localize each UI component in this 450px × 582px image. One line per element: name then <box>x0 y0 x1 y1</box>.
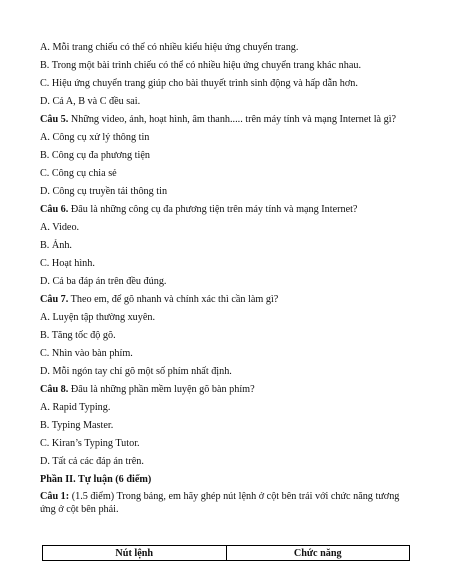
q5-label: Câu 5. <box>40 114 69 125</box>
q7-option-a: A. Luyện tập thường xuyên. <box>40 312 156 323</box>
q5-option-d: D. Công cụ truyền tải thông tin <box>40 186 168 197</box>
q6-option-c: C. Hoạt hình. <box>40 258 95 269</box>
q4-option-b: B. Trong một bài trình chiếu có thể có nhiều hiệu ứng chuyển trang khác nhau. <box>40 60 361 71</box>
essay-q1-label: Câu 1: <box>40 491 70 502</box>
q6-option-b: B. Ảnh. <box>40 240 72 251</box>
table-header-row <box>43 546 410 561</box>
q8-question <box>40 383 420 396</box>
q6-question <box>40 203 420 216</box>
q4-option-d: D. Cả A, B và C đều sai. <box>40 96 141 107</box>
part2-heading <box>40 473 420 486</box>
matching-table <box>42 545 410 561</box>
q7-option-d: D. Mỗi ngón tay chỉ gõ một số phím nhất định. <box>40 366 232 377</box>
q4-option-a: A. Mỗi trang chiếu có thể có nhiều kiểu hiệu ứng chuyển trang. <box>40 42 299 53</box>
q8-text: Đâu là những phần mềm luyện gõ bàn phím? <box>68 384 255 395</box>
q8-option-d: D. Tất cả các đáp án trên. <box>40 456 144 467</box>
q7-label: Câu 7. <box>40 294 69 305</box>
essay-q1 <box>40 490 415 516</box>
col-header-button: Nút lệnh <box>43 546 227 561</box>
part2-heading-text: Phần II. Tự luận (6 điểm) <box>40 474 152 485</box>
q6-text: Đâu là những công cụ đa phương tiện trên máy tính và mạng Internet? <box>68 204 358 215</box>
q6-option-a: A. Video. <box>40 222 80 233</box>
q6-option-d: D. Cả ba đáp án trên đều đúng. <box>40 276 167 287</box>
q7-question <box>40 293 420 306</box>
q6-label: Câu 6. <box>40 204 69 215</box>
col-header-function: Chức năng <box>226 546 410 561</box>
q4-option-c: C. Hiệu ứng chuyển trang giúp cho bài thuyết trình sinh động và hấp dẫn hơn. <box>40 78 358 89</box>
q8-option-b: B. Typing Master. <box>40 420 114 431</box>
q7-option-c: C. Nhìn vào bàn phím. <box>40 348 133 359</box>
q5-text: Những video, ảnh, hoạt hình, âm thanh..... trên máy tính và mạng Internet là gì? <box>68 114 397 125</box>
q7-option-b: B. Tăng tốc độ gõ. <box>40 330 116 341</box>
q5-option-b: B. Công cụ đa phương tiện <box>40 150 150 161</box>
q5-question <box>40 113 420 126</box>
q5-option-c: C. Công cụ chia sẻ <box>40 168 117 179</box>
q8-label: Câu 8. <box>40 384 69 395</box>
essay-q1-text: (1.5 điểm) Trong bảng, em hãy ghép nút lệnh ở cột bên trái với chức năng tương ứng ở cột bên phải. <box>40 491 400 515</box>
q5-option-a: A. Công cụ xử lý thông tin <box>40 132 150 143</box>
q8-option-c: C. Kiran’s Typing Tutor. <box>40 438 140 449</box>
q7-text: Theo em, để gõ nhanh và chính xác thì cần làm gì? <box>68 294 279 305</box>
q8-option-a: A. Rapid Typing. <box>40 402 111 413</box>
